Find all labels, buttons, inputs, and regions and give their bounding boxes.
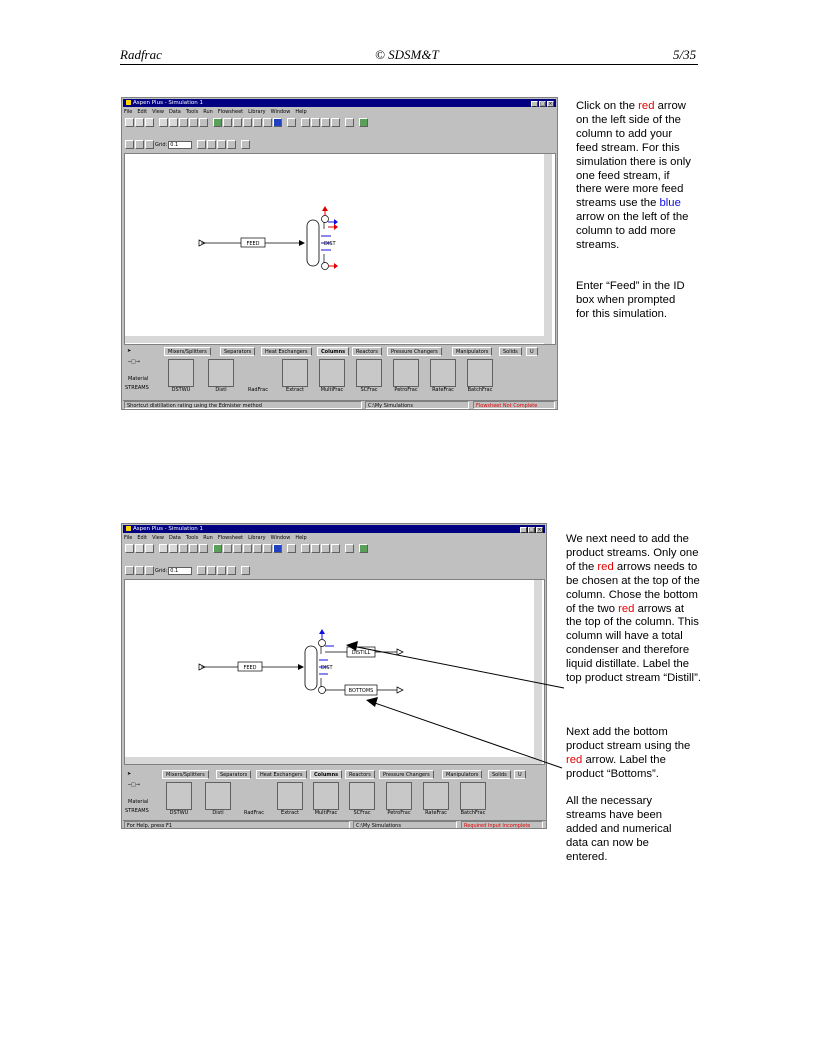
palette-label-batchfrac: BatchFrac — [460, 810, 486, 816]
tab-mixers-splitters[interactable]: Mixers/Splitters — [162, 770, 209, 779]
tab-solids[interactable]: Solids — [499, 347, 522, 356]
distill-stream-label: DISTILL — [351, 650, 371, 656]
grid-select[interactable]: 0.1 — [168, 567, 192, 575]
menu-help[interactable]: Help — [295, 109, 307, 115]
palette-label-distl: Distl — [212, 810, 224, 816]
tab-manipulators[interactable]: Manipulators — [452, 347, 492, 356]
menu-view[interactable]: View — [152, 535, 164, 541]
status-flowsheet-state: Required Input Incomplete — [461, 821, 543, 829]
streams-label: STREAMS — [125, 385, 149, 391]
palette-label-petrofrac: PetroFrac — [387, 810, 411, 816]
palette-label-dstwu: DSTWU — [169, 810, 189, 816]
material-label: Material — [128, 376, 149, 382]
note-add-feed: Click on the red arrow on the left side of the column to add your feed stream. For this simulation there is only one feed stream, if there were more feed streams use the blue arrow on the left of the column to add more streams. — [576, 100, 691, 252]
header-center: © SDSM&T — [375, 47, 439, 62]
palette-label-scfrac: SCFrac — [353, 810, 371, 816]
tab-heat-exchangers[interactable]: Heat Exchangers — [256, 770, 307, 779]
menu-library[interactable]: Library — [248, 535, 266, 541]
minimize-button[interactable]: _ — [531, 101, 538, 107]
menu-flowsheet[interactable]: Flowsheet — [217, 535, 244, 541]
header-left: Radfrac — [120, 47, 162, 62]
select-mode-icon[interactable]: ➤ — [127, 771, 132, 777]
grid-label: Grid: — [155, 141, 168, 148]
tab-reactors[interactable]: Reactors — [345, 770, 375, 779]
menu-tools[interactable]: Tools — [185, 109, 199, 115]
note-product-streams: We next need to add the product streams. Only one of the red arrows needs to be chosen at the top of the column. Chose the bottom of the two red arrows at the top of the column. This column will have a total condenser and therefore liquid distillate. Label the top product stream “Distill”. — [566, 533, 701, 685]
palette-label-scfrac: SCFrac — [360, 387, 378, 393]
tab-separators[interactable]: Separators — [216, 770, 251, 779]
tab-columns[interactable]: Columns — [310, 770, 342, 779]
status-directory: C:\My Simulations — [353, 821, 457, 829]
menu-edit[interactable]: Edit — [137, 109, 148, 115]
palette-label-radfrac: RadFrac — [244, 810, 264, 816]
menu-flowsheet[interactable]: Flowsheet — [217, 109, 244, 115]
palette-label-multifrac: MultiFrac — [320, 387, 344, 393]
tab-mixers-splitters[interactable]: Mixers/Splitters — [164, 347, 211, 356]
palette-label-dstwu: DSTWU — [171, 387, 191, 393]
palette-label-extract: Extract — [281, 810, 299, 816]
grid-select[interactable]: 0.1 — [168, 141, 192, 149]
tab-user-models[interactable]: U — [526, 347, 538, 356]
tab-solids[interactable]: Solids — [488, 770, 511, 779]
palette-label-extract: Extract — [286, 387, 304, 393]
material-stream-icon[interactable]: ─□→ — [128, 782, 140, 788]
tab-manipulators[interactable]: Manipulators — [442, 770, 482, 779]
material-label: Material — [128, 799, 149, 805]
bottoms-stream-label: BOTTOMS — [348, 688, 374, 694]
maximize-button[interactable]: □ — [540, 101, 545, 107]
menu-file[interactable]: File — [124, 535, 133, 541]
status-message: Shortcut distillation rating using the Edmister method — [124, 401, 362, 409]
menu-window[interactable]: Window — [270, 535, 291, 541]
tab-user-models[interactable]: U — [514, 770, 526, 779]
minimize-button[interactable]: _ — [520, 527, 527, 533]
palette-label-radfrac: RadFrac — [248, 387, 268, 393]
feed-stream-label: FEED — [243, 665, 257, 671]
tab-pressure-changers[interactable]: Pressure Changers — [387, 347, 442, 356]
window-title: Aspen Plus - Simulation 1 — [133, 526, 203, 532]
tab-heat-exchangers[interactable]: Heat Exchangers — [261, 347, 312, 356]
close-button[interactable]: × — [537, 527, 542, 533]
feed-stream-label: FEED — [246, 241, 260, 247]
callout-arrow-distill — [352, 646, 564, 688]
palette-label-multifrac: MultiFrac — [314, 810, 338, 816]
status-flowsheet-state: Flowsheet Not Complete — [473, 401, 555, 409]
menu-data[interactable]: Data — [168, 535, 181, 541]
note-enter-feed: Enter “Feed” in the ID box when prompted for this simulation. — [576, 280, 685, 320]
menu-tools[interactable]: Tools — [185, 535, 199, 541]
header-page-number: 5/35 — [673, 47, 697, 62]
note-bottom-stream: Next add the bottom product stream using the red arrow. Label the product “Bottoms”. — [566, 726, 691, 780]
streams-label: STREAMS — [125, 808, 149, 814]
palette-label-petrofrac: PetroFrac — [394, 387, 418, 393]
palette-label-ratefrac: RateFrac — [425, 810, 447, 816]
close-button[interactable]: × — [548, 101, 553, 107]
window-title: Aspen Plus - Simulation 1 — [133, 100, 203, 106]
grid-label: Grid: — [155, 567, 168, 574]
tab-pressure-changers[interactable]: Pressure Changers — [379, 770, 434, 779]
material-stream-icon[interactable]: ─□→ — [128, 359, 140, 365]
status-message: For Help, press F1 — [124, 821, 350, 829]
menu-window[interactable]: Window — [270, 109, 291, 115]
menu-run[interactable]: Run — [203, 109, 213, 115]
palette-label-ratefrac: RateFrac — [432, 387, 454, 393]
block-label: DIST — [321, 665, 333, 671]
select-mode-icon[interactable]: ➤ — [127, 348, 132, 354]
status-directory: C:\My Simulations — [365, 401, 469, 409]
menu-view[interactable]: View — [152, 109, 164, 115]
menu-help[interactable]: Help — [295, 535, 307, 541]
menu-edit[interactable]: Edit — [137, 535, 148, 541]
palette-label-distl: Distl — [215, 387, 227, 393]
block-label: DIST — [324, 241, 336, 247]
maximize-button[interactable]: □ — [529, 527, 534, 533]
tab-separators[interactable]: Separators — [220, 347, 255, 356]
note-all-streams-added: All the necessary streams have been added and numerical data can now be entered. — [566, 795, 672, 863]
tab-reactors[interactable]: Reactors — [352, 347, 382, 356]
palette-label-batchfrac: BatchFrac — [467, 387, 493, 393]
tab-columns[interactable]: Columns — [317, 347, 349, 356]
menu-library[interactable]: Library — [248, 109, 266, 115]
menu-run[interactable]: Run — [203, 535, 213, 541]
callout-arrow-bottoms — [372, 702, 562, 768]
menu-file[interactable]: File — [124, 109, 133, 115]
menu-data[interactable]: Data — [168, 109, 181, 115]
